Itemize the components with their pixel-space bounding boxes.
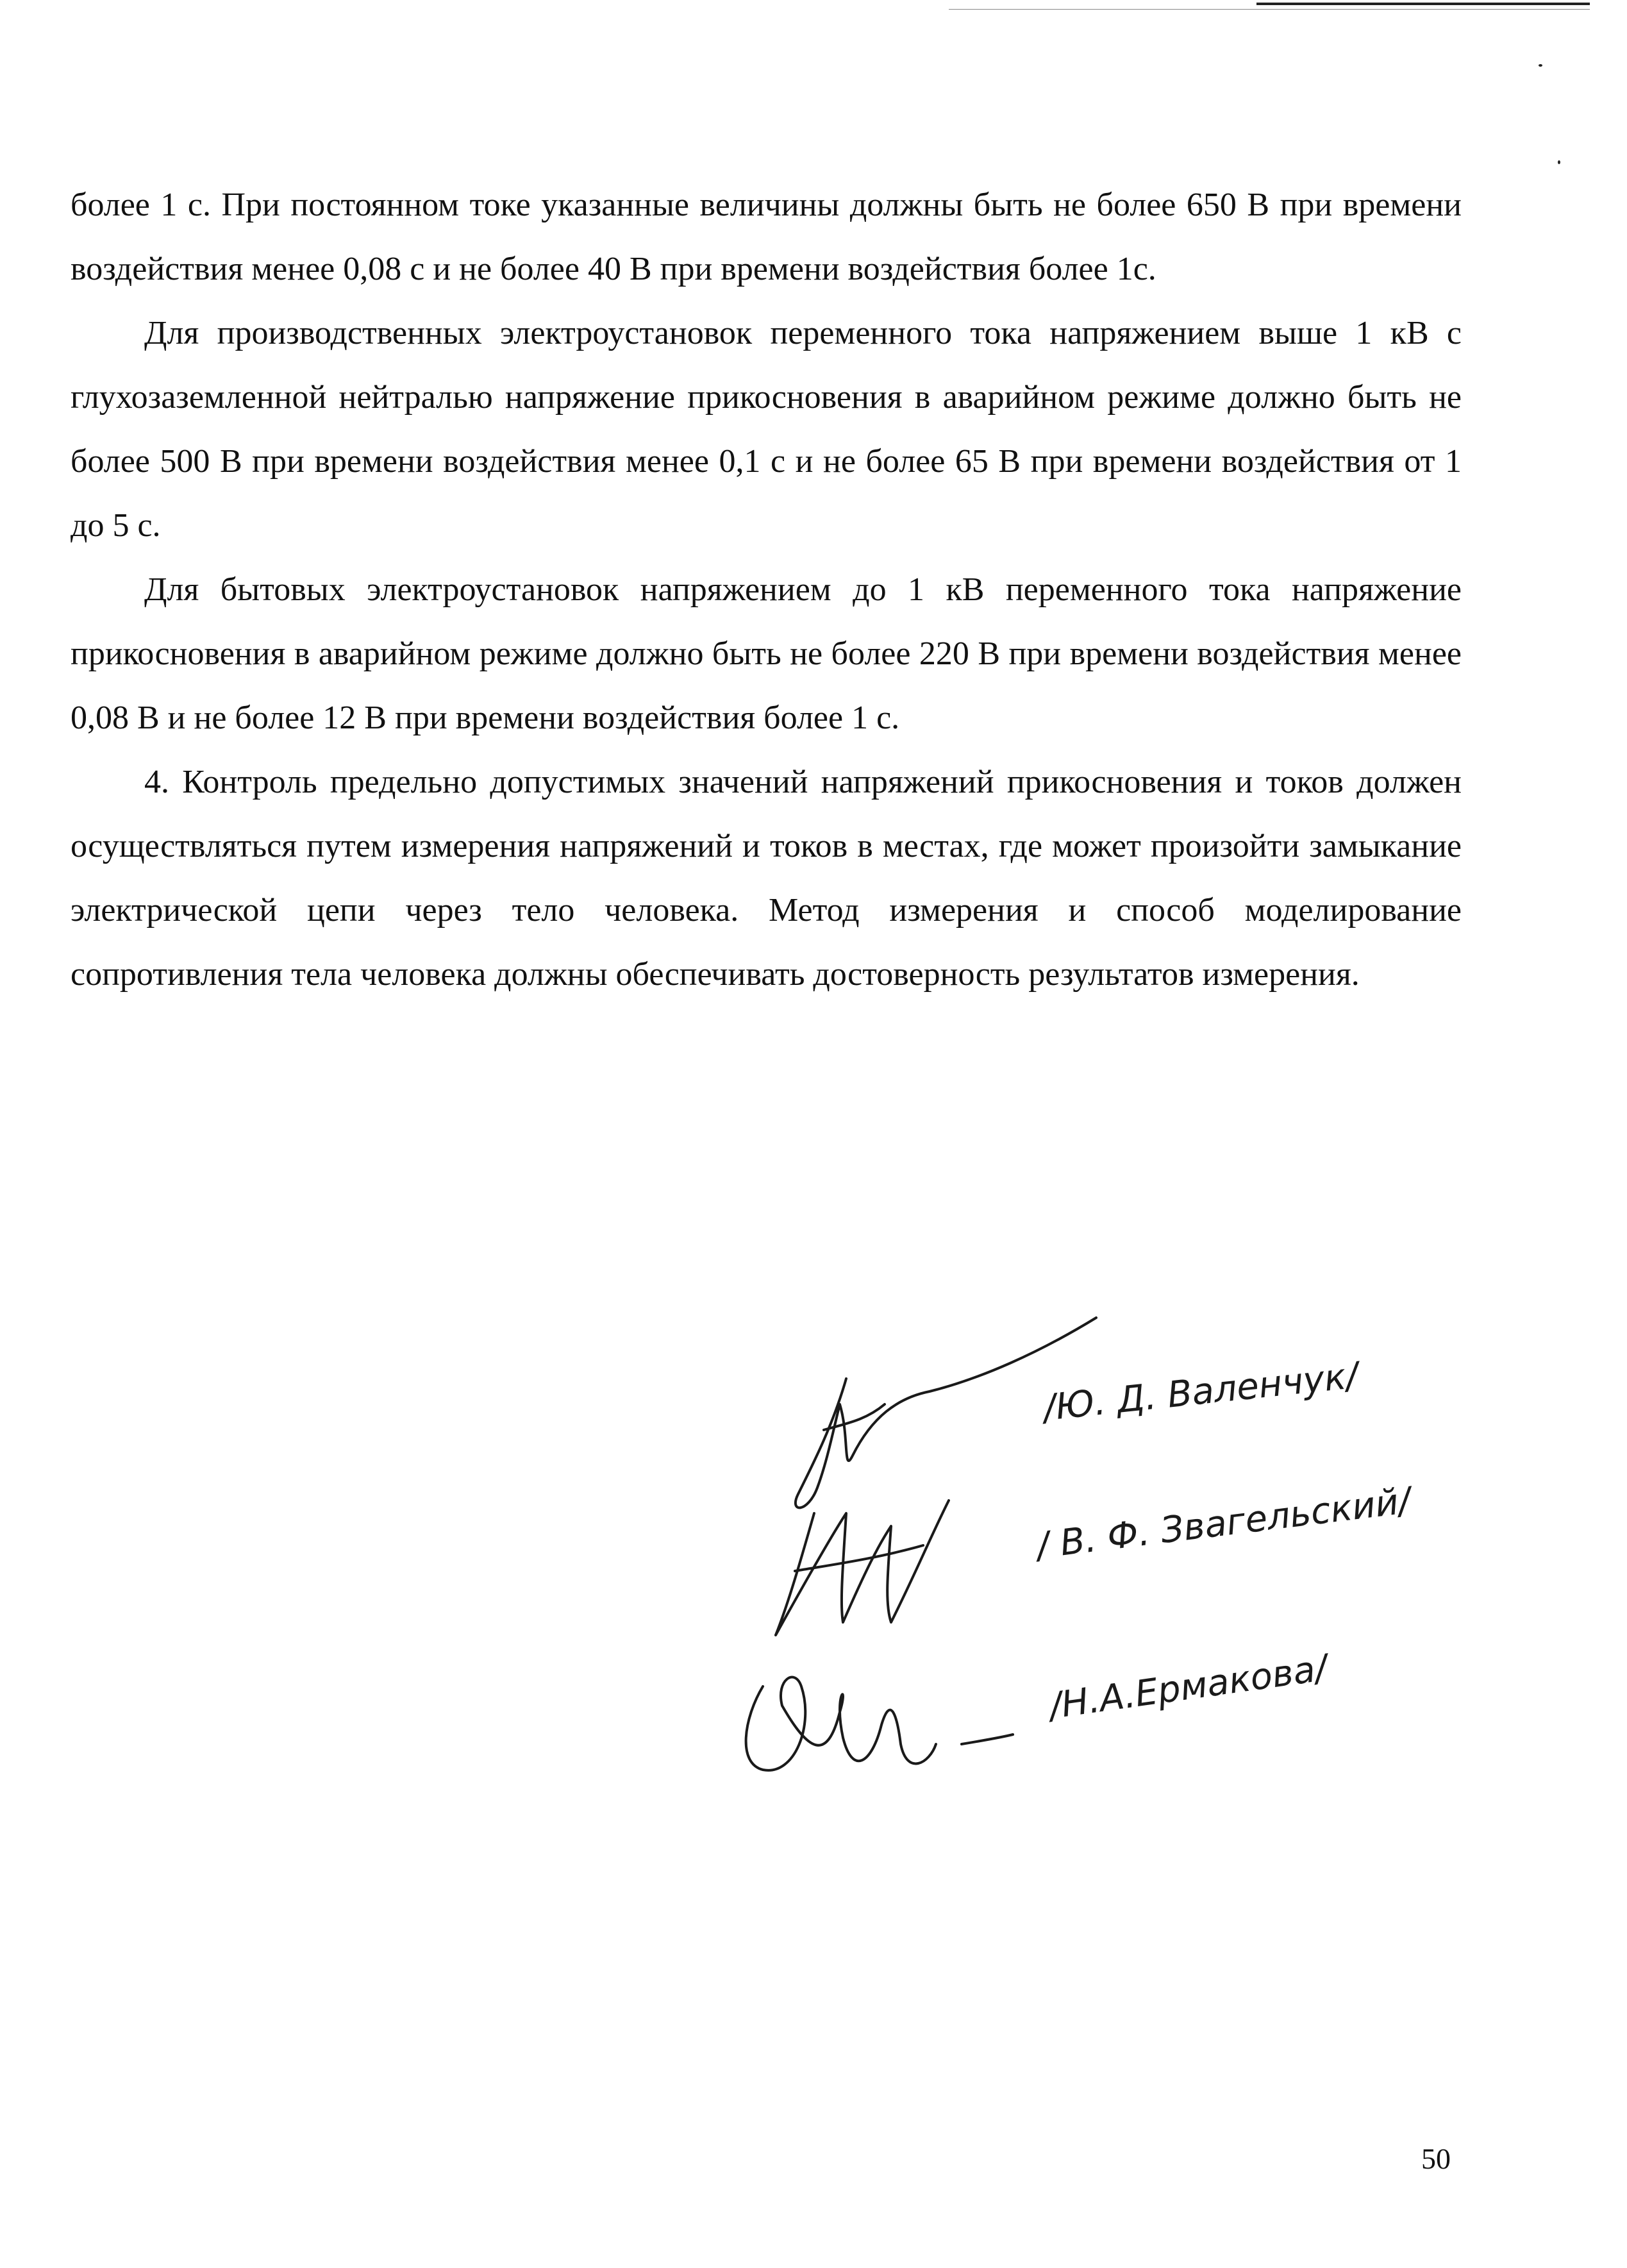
scan-speck <box>1539 64 1542 67</box>
paragraph-control-item-4: 4. Контроль предельно допустимых значений напряжений прикосновения и токов должен осуществляться путем измерения напряжений и токов в местах, где может произойти замыкание электрической цепи через тело человека. Метод измерения и способ моделирование сопротивления тела человека должны обеспечивать достоверность результатов измерения. <box>71 764 1462 993</box>
body-text <box>71 173 1462 1007</box>
signature-name-2: / В. Ф. Звагельский/ <box>1034 1479 1414 1567</box>
signature-mark-3-dash <box>962 1735 1013 1744</box>
scan-edge-line-thin <box>949 9 1590 10</box>
scan-edge-line <box>1256 3 1590 5</box>
page-number: 50 <box>1421 2142 1451 2175</box>
signature-name-3: /Н.А.Ермакова/ <box>1046 1647 1330 1727</box>
signature-mark-2 <box>776 1500 949 1635</box>
paragraph-continuation: более 1 с. При постоянном токе указанные величины должны быть не более 650 В при времени воздействия менее 0,08 с и не более 40 В при времени воздействия более 1с. <box>71 187 1462 287</box>
paragraph-household-installations: Для бытовых электроустановок напряжением до 1 кВ переменного тока напряжение прикосновения в аварийном режиме должно быть не более 220 В при времени воздействия менее 0,08 В и не более 12 В при времени воздействия более 1 с. <box>71 571 1462 736</box>
handwritten-signatures-image <box>737 1302 1506 1827</box>
paragraph-industrial-installations: Для производственных электроустановок переменного тока напряжением выше 1 кВ с глухозаземленной нейтралью напряжение прикосновения в аварийном режиме должно быть не более 500 В при времени воздействия менее 0,1 с и не более 65 В при времени воздействия от 1 до 5 с. <box>71 315 1462 544</box>
signature-mark-3 <box>746 1677 936 1770</box>
signature-mark-2-cross <box>795 1545 923 1571</box>
signature-block <box>737 1302 1506 1827</box>
signature-name-1: /Ю. Д. Валенчук/ <box>1041 1354 1360 1429</box>
scan-speck <box>1558 160 1560 164</box>
